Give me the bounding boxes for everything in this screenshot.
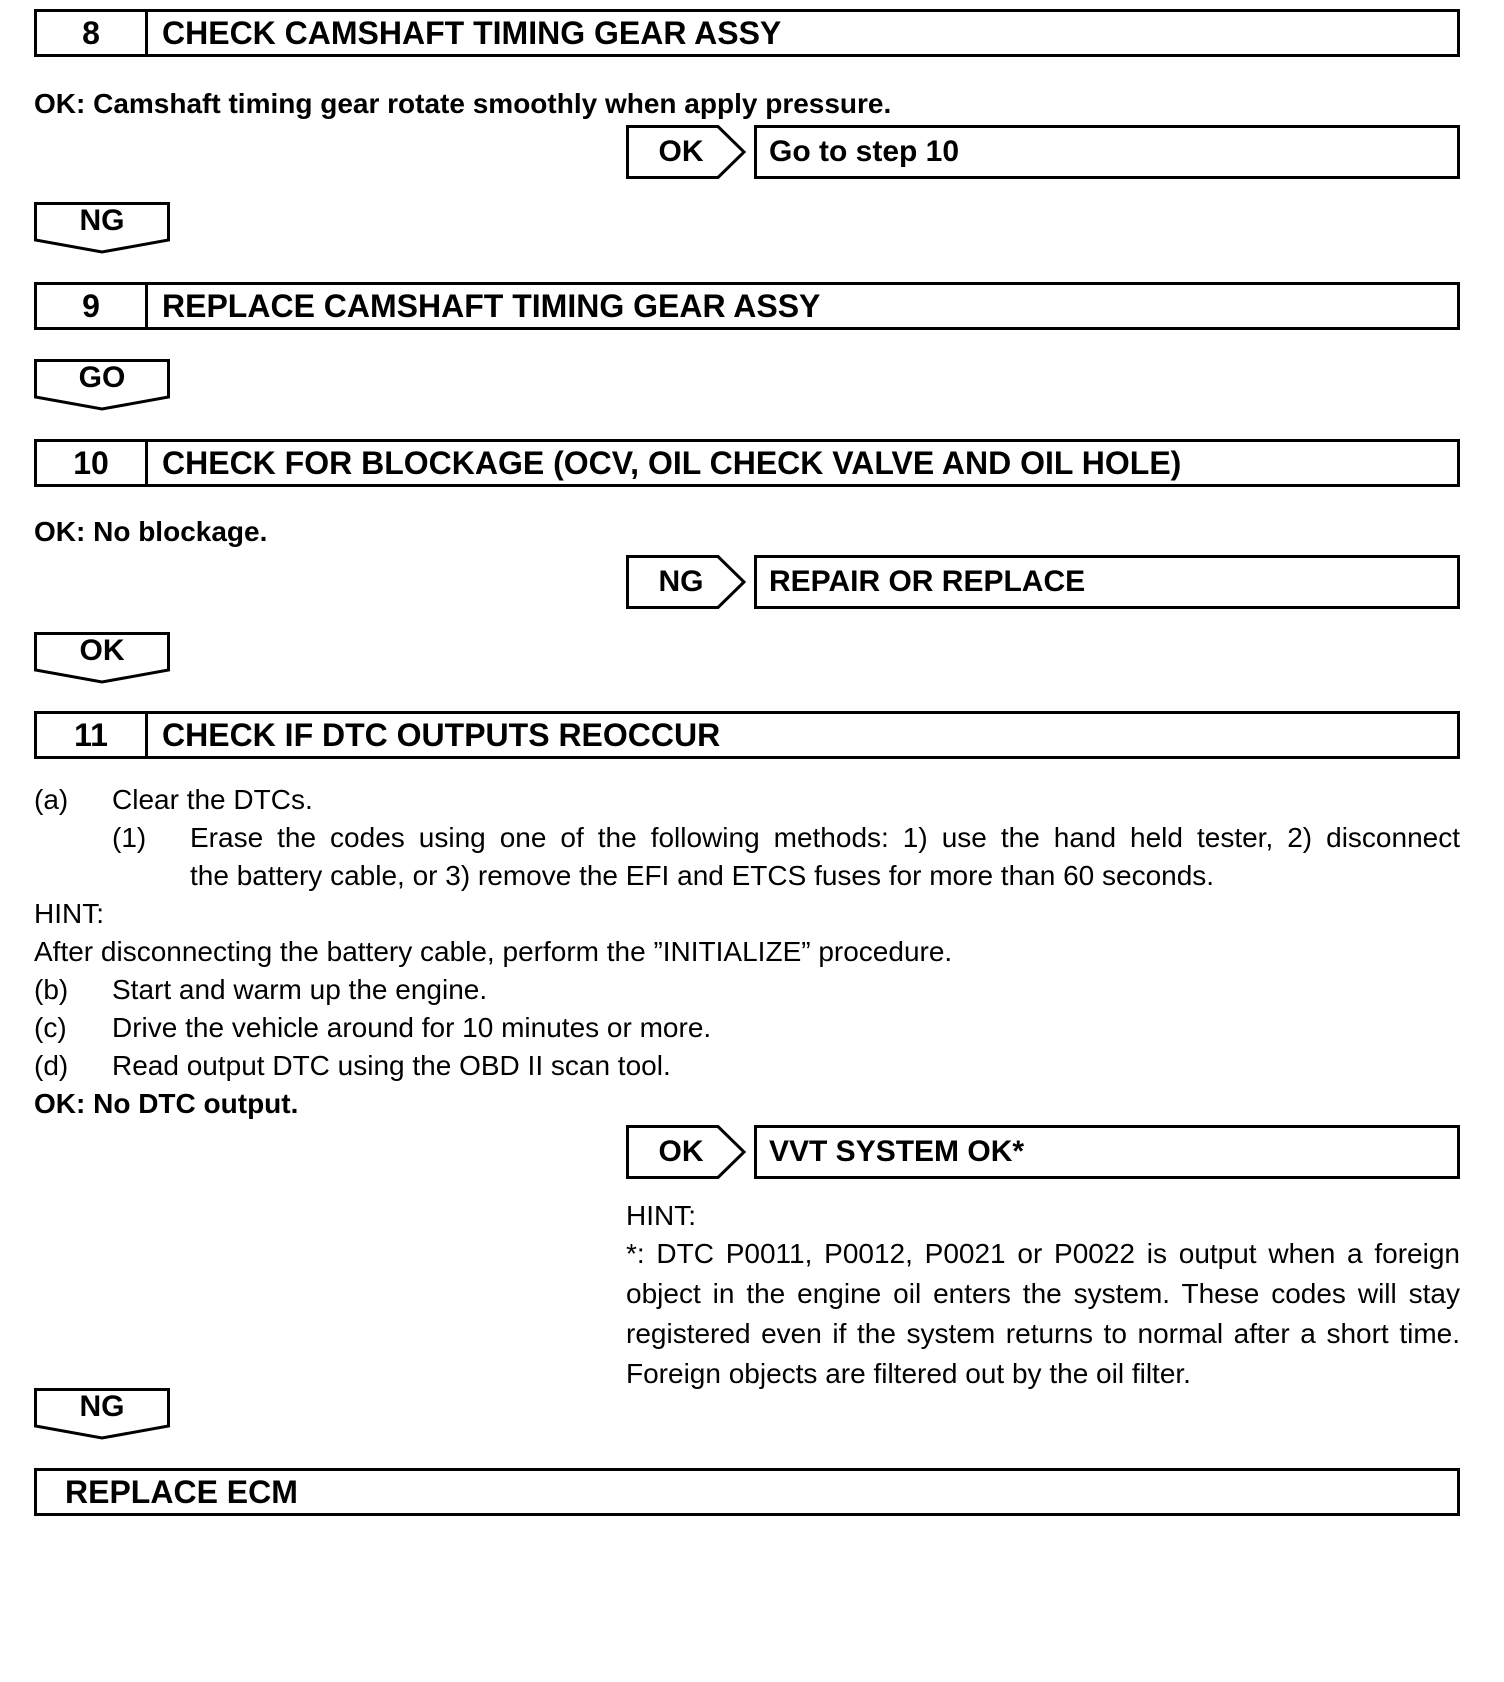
subitem-text-1-line2: the battery cable, or 3) remove the EFI and ETCS fuses for more than 60 seconds.: [190, 860, 1215, 891]
item-label-d: (d): [34, 1050, 69, 1081]
down-label: OK: [79, 634, 125, 667]
item-label-b: (b): [34, 974, 69, 1005]
down-label: NG: [79, 1390, 125, 1423]
branch-ok-step8[interactable]: [626, 125, 1460, 179]
branch-result: REPAIR OR REPLACE: [754, 555, 1460, 609]
down-label: GO: [78, 361, 126, 394]
step-title: CHECK FOR BLOCKAGE (OCV, OIL CHECK VALVE AND OIL HOLE): [162, 444, 1182, 481]
branch-label: OK: [658, 135, 704, 168]
branch-ok-step11[interactable]: [626, 1125, 1460, 1179]
ok-criteria: OK: No blockage.: [34, 516, 268, 547]
down-label: NG: [79, 204, 125, 237]
step-number: 8: [37, 12, 148, 54]
step-number: 11: [37, 714, 148, 756]
item-text-c: Drive the vehicle around for 10 minutes or more.: [112, 1012, 712, 1043]
branch-result: VVT SYSTEM OK*: [754, 1125, 1460, 1179]
item-label-c: (c): [34, 1012, 67, 1043]
step-number: 10: [37, 442, 148, 484]
step-number: 9: [37, 285, 148, 327]
item-text-a: Clear the DTCs.: [112, 784, 313, 815]
step-11-header: [34, 711, 1460, 759]
subitem-label-1: (1): [112, 822, 147, 853]
subitem-text-1-line1: Erase the codes using one of the following methods: 1) use the hand held tester, 2) disconnect: [190, 822, 1460, 853]
hint-text: After disconnecting the battery cable, perform the ”INITIALIZE” procedure.: [34, 936, 953, 967]
item-text-b: Start and warm up the engine.: [112, 974, 488, 1005]
branch-label: OK: [658, 1135, 704, 1168]
step-title: CHECK CAMSHAFT TIMING GEAR ASSY: [162, 14, 782, 51]
step-10-header: [34, 439, 1460, 487]
item-text-d: Read output DTC using the OBD II scan tool.: [112, 1050, 671, 1081]
step-8-header: [34, 9, 1460, 57]
branch-label: NG: [658, 565, 704, 598]
right-hint-text: *: DTC P0011, P0012, P0021 or P0022 is output when a foreign object in the engine oil enters the system. These codes will stay registered even if the system returns to normal after a short time. Foreign objects are filtered out by the oil filter.: [626, 1238, 1460, 1389]
final-action-title: REPLACE ECM: [65, 1473, 298, 1510]
down-arrow-ok-step10[interactable]: [34, 632, 170, 684]
branch-result: Go to step 10: [754, 125, 1460, 179]
down-arrow-ng-step11[interactable]: [34, 1388, 170, 1440]
hint-label: HINT:: [34, 898, 104, 929]
right-hint-label: HINT:: [626, 1200, 696, 1231]
down-arrow-ng-step8[interactable]: [34, 202, 170, 254]
down-arrow-go-step9[interactable]: [34, 359, 170, 411]
item-label-a: (a): [34, 784, 69, 815]
final-action-box: [34, 1468, 1460, 1516]
ok-criteria: OK: No DTC output.: [34, 1088, 299, 1119]
ok-criteria: OK: Camshaft timing gear rotate smoothly when apply pressure.: [34, 88, 892, 119]
step-9-header: [34, 282, 1460, 330]
step-title: REPLACE CAMSHAFT TIMING GEAR ASSY: [162, 287, 821, 324]
step-title: CHECK IF DTC OUTPUTS REOCCUR: [162, 716, 721, 753]
branch-ng-step10[interactable]: [626, 555, 1460, 609]
